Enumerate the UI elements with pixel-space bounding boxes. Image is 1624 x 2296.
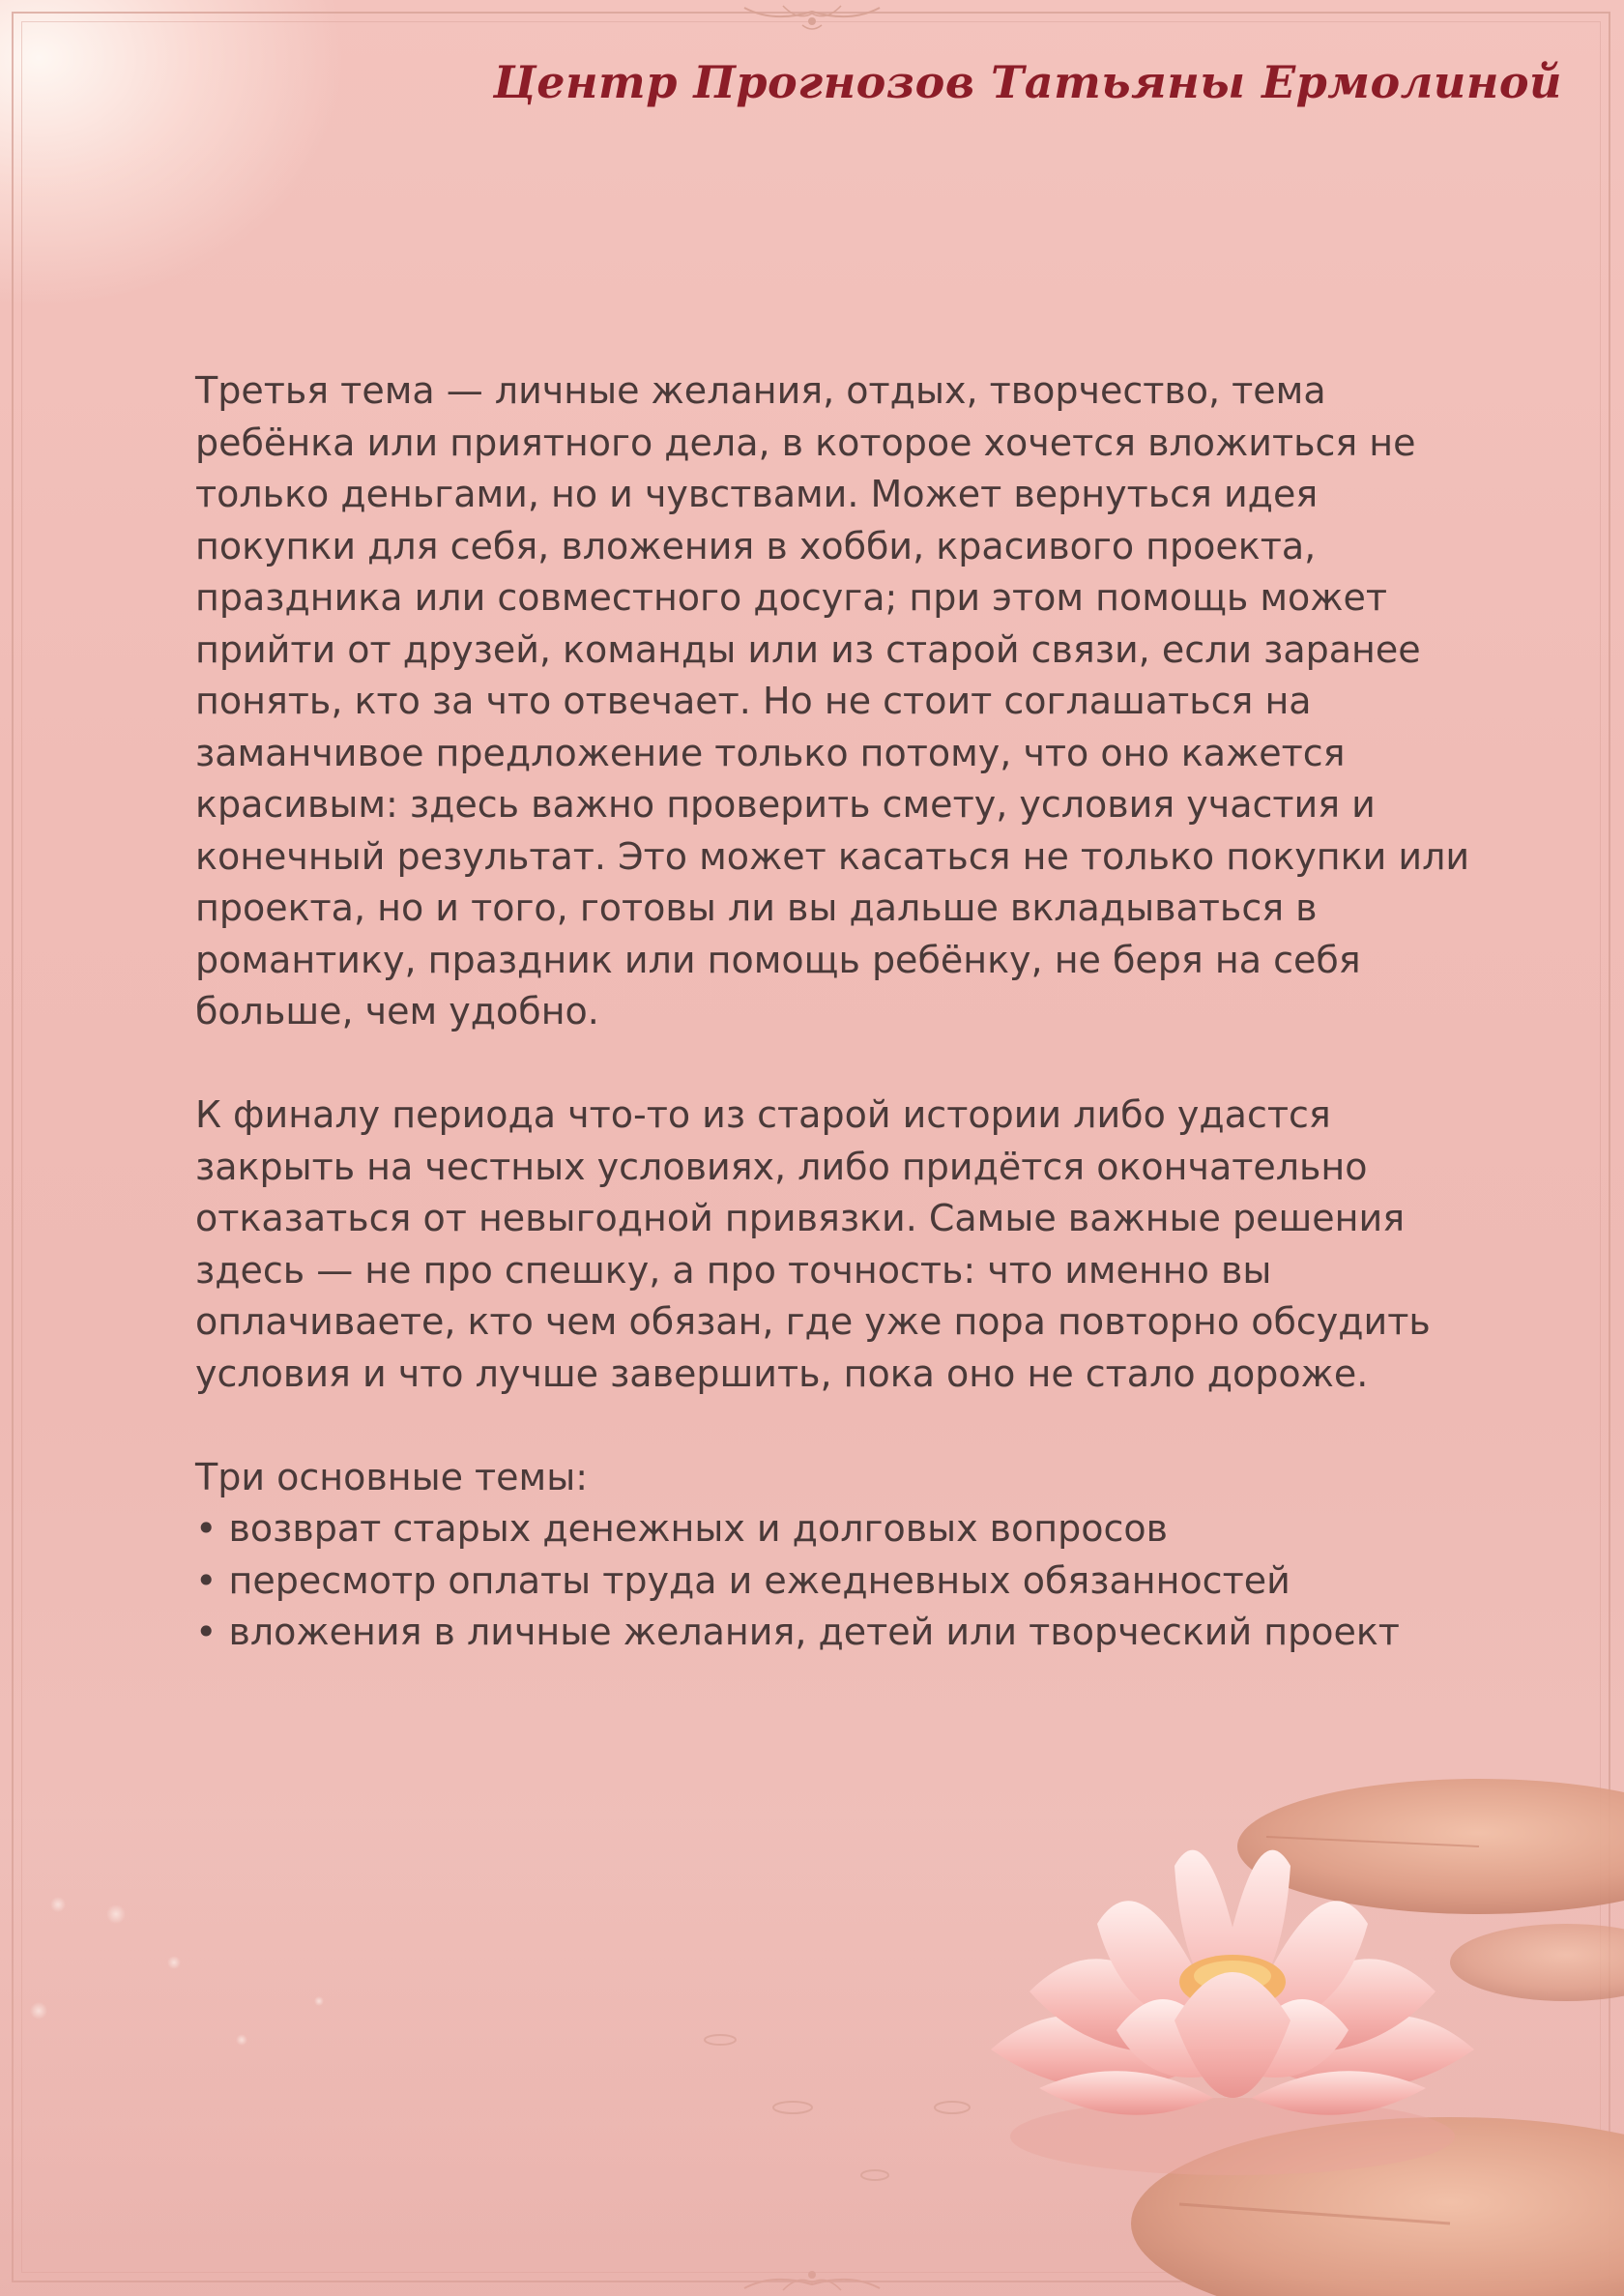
brand-title: Центр Прогнозов Татьяны Ермолиной [493,56,1562,108]
topics-list-title: Три основные темы: [195,1455,589,1498]
paragraph-1: Третья тема — личные желания, отдых, творчество, тема ребёнка или приятного дела, в которое хочется вложиться не только деньгами, но и чувствами. Может вернуться идея покупки для себя, вложения в хобби, красивого проекта, праздника или совместного досуга; при этом помощь может прийти от друзей, команды или из старой связи, если заранее понять, кто за что отвечает. Но не стоит соглашаться на заманчивое предложение только потому, что оно кажется красивым: здесь важно проверить смету, условия участия и конечный результат. Это может касаться не только покупки или проекта, но и того, готовы ли вы дальше вкладываться в романтику, праздник или помощь ребёнку, не беря на себя больше, чем удобно. [195,369,1470,1032]
top-ornament-icon [735,0,889,39]
list-item: • вложения в личные желания, детей или творческий проект [195,1611,1400,1653]
list-item: • возврат старых денежных и долговых вопросов [195,1507,1169,1550]
article-body [195,365,1471,1659]
list-item: • пересмотр оплаты труда и ежедневных обязанностей [195,1558,1290,1602]
lotus-illustration [0,1721,1624,2296]
paragraph-2: К финалу периода что-то из старой истории либо удастся закрыть на честных условиях, либо придётся окончательно отказаться от невыгодной привязки. Самые важные решения здесь — не про спешку, а про точность: что именно вы оплачиваете, кто чем обязан, где уже пора повторно обсудить условия и что лучше завершить, пока оно не стало дороже. [195,1093,1431,1395]
water-sparkles [30,1897,970,2180]
